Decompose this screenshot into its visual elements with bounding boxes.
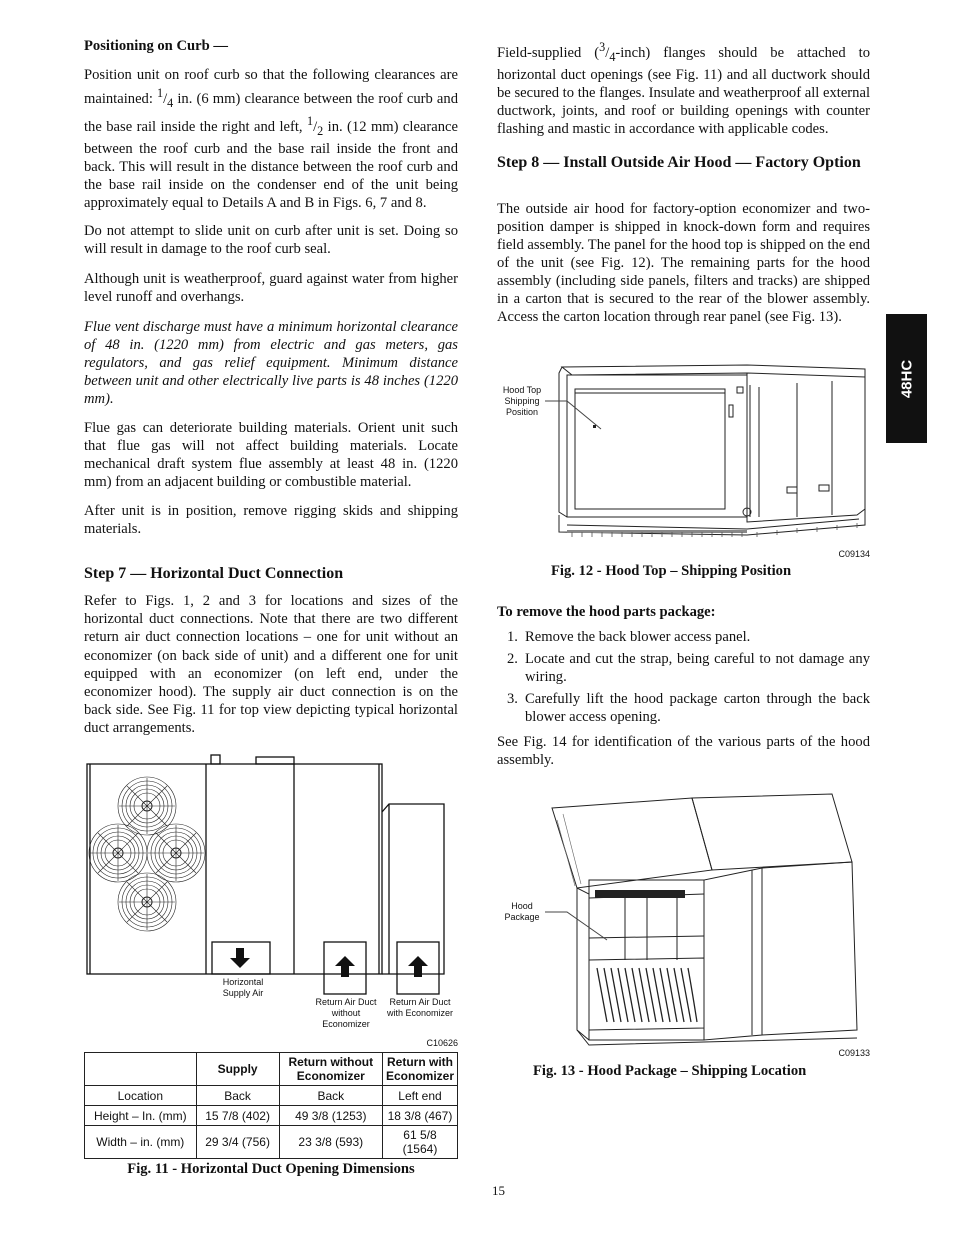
flanges-paragraph: Field-supplied $(^3/_4-inch)$ flanges should be attached to horizontal duct openings (see Fig. 11) and all ductwork should be secured to the flanges. Insulate and weatherproof all external ductwork, joints, and roof or building openings with counter flashing and mastic in accordance with applicable codes.	[497, 40, 870, 137]
table-row	[85, 1126, 458, 1159]
list-item	[497, 690, 870, 726]
table-cell: Left end	[382, 1086, 457, 1106]
fig12-caption: Fig. 12 - Hood Top – Shipping Position	[551, 563, 792, 579]
step7-paragraph: Refer to Figs. 1, 2 and 3 for locations and sizes of the horizontal duct connections. Note that there are two different return air duct connection locations – one for unit without an economizer (on back side of unit) and a different one for unit equipped with an economizer (on left end, under the economizer hood). The supply air duct connection is on the back side. See Fig. 11 for top view depicting typical horizontal duct arrangements.	[84, 593, 458, 737]
table-cell: 29 3/4 (756)	[196, 1126, 279, 1159]
list-item-text: Remove the back blower access panel.	[525, 629, 751, 645]
remove-hood-heading: To remove the hood parts package:	[497, 604, 716, 620]
fig13-drawing	[497, 790, 870, 1060]
step8-paragraph: The outside air hood for factory-option economizer and two-position damper is shipped in knock-down form and requires field assembly. The panel for the hood top is shipped on the end of the unit (see Fig. 12). The remaining parts for the hood assembly (including side panels, filters and tracks) are shipped in a carton that is secured to the rear of the blower assembly. Access the carton location through rear panel (see Fig. 13).	[497, 201, 870, 325]
table-row	[85, 1106, 458, 1126]
table-header-cell: Return with Economizer	[382, 1053, 457, 1086]
section-side-tab	[886, 314, 927, 443]
table-cell: Back	[196, 1086, 279, 1106]
fig11-code: C10626	[426, 1038, 458, 1048]
table-cell: 15 7/8 (402)	[196, 1106, 279, 1126]
fig13-label: Hood Package	[504, 901, 540, 922]
table-cell: 23 3/8 (593)	[279, 1126, 382, 1159]
table-cell: Width – in. (mm)	[85, 1126, 197, 1159]
fig12-drawing	[497, 357, 870, 562]
table-cell: 18 3/8 (467)	[382, 1106, 457, 1126]
table-cell: Location	[85, 1086, 197, 1106]
fig11-supply-label: Horizontal Supply Air	[222, 977, 264, 998]
duct-dimensions-table	[84, 1052, 458, 1159]
flue-gas-paragraph: Flue gas can deteriorate building materials. Orient unit such that flue gas will not affect building materials. Locate mechanical draft system flue assembly at least 48 in. (1220 mm) from an adjacent building or combustible material.	[84, 420, 458, 490]
table-cell: Height – In. (mm)	[85, 1106, 197, 1126]
weatherproof-paragraph: Although unit is weatherproof, guard against water from higher level runoff and overhangs.	[84, 271, 458, 305]
positioning-paragraph: Position unit on roof curb so that the following clearances are maintained: $^1/_4$ in. (6 mm) clearance between the roof curb and the base rail inside the right and left, $^1/_2$ in. (12 mm) clearance between the roof curb and the base rail inside the front and back. This will result in the distance between the roof curb and the base rail inside on the condenser end of the unit being approximately equal to Details A and B in Figs. 6, 7 and 8.	[84, 67, 458, 211]
table-header-row	[85, 1053, 458, 1086]
table-header-cell: Supply	[196, 1053, 279, 1086]
fig13-caption: Fig. 13 - Hood Package – Shipping Location	[533, 1063, 807, 1079]
table-header-cell	[85, 1053, 197, 1086]
list-item	[497, 628, 870, 646]
fig11-return-with-label: Return Air Duct with Economizer	[386, 997, 454, 1018]
fig11-drawing	[84, 752, 458, 1052]
fig12-code: C09134	[838, 549, 870, 559]
table-cell: 49 3/8 (1253)	[279, 1106, 382, 1126]
slide-warning-paragraph: Do not attempt to slide unit on curb after unit is set. Doing so will result in damage to the roof curb seal.	[84, 223, 458, 257]
table-cell: 61 5/8 (1564)	[382, 1126, 457, 1159]
list-item-number: 2.	[507, 651, 518, 667]
fig11-caption: Fig. 11 - Horizontal Duct Opening Dimensions	[127, 1161, 415, 1177]
table-cell: Back	[279, 1086, 382, 1106]
flue-clearance-paragraph: Flue vent discharge must have a minimum horizontal clearance of 48 in. (1220 mm) from electric and gas meters, gas regulators, and gas relief equipment. Minimum distance between unit and other electrically live parts is 48 inches (1220 mm).	[84, 319, 458, 407]
fig12-label: Hood Top Shipping Position	[502, 385, 542, 417]
rigging-paragraph: After unit is in position, remove rigging skids and shipping materials.	[84, 503, 458, 537]
step7-heading: Step 7 — Horizontal Duct Connection	[84, 565, 344, 582]
list-item-number: 1.	[507, 629, 518, 645]
side-tab-label: 48HC	[898, 359, 915, 398]
table-row	[85, 1086, 458, 1106]
positioning-heading: Positioning on Curb —	[84, 38, 228, 54]
page-number: 15	[492, 1183, 505, 1198]
see-fig14-paragraph: See Fig. 14 for identification of the various parts of the hood assembly.	[497, 734, 870, 768]
step8-heading: Step 8 — Install Outside Air Hood — Factory Option	[497, 154, 861, 171]
list-item-text: Locate and cut the strap, being careful to not damage any wiring.	[525, 651, 870, 685]
fig13-code: C09133	[838, 1048, 870, 1058]
list-item-number: 3.	[507, 691, 518, 707]
table-header-cell: Return without Economizer	[279, 1053, 382, 1086]
remove-steps-list	[497, 628, 870, 730]
list-item	[497, 650, 870, 686]
list-item-text: Carefully lift the hood package carton through the back blower access opening.	[525, 691, 870, 725]
fig11-return-without-label: Return Air Duct without Economizer	[315, 997, 377, 1029]
